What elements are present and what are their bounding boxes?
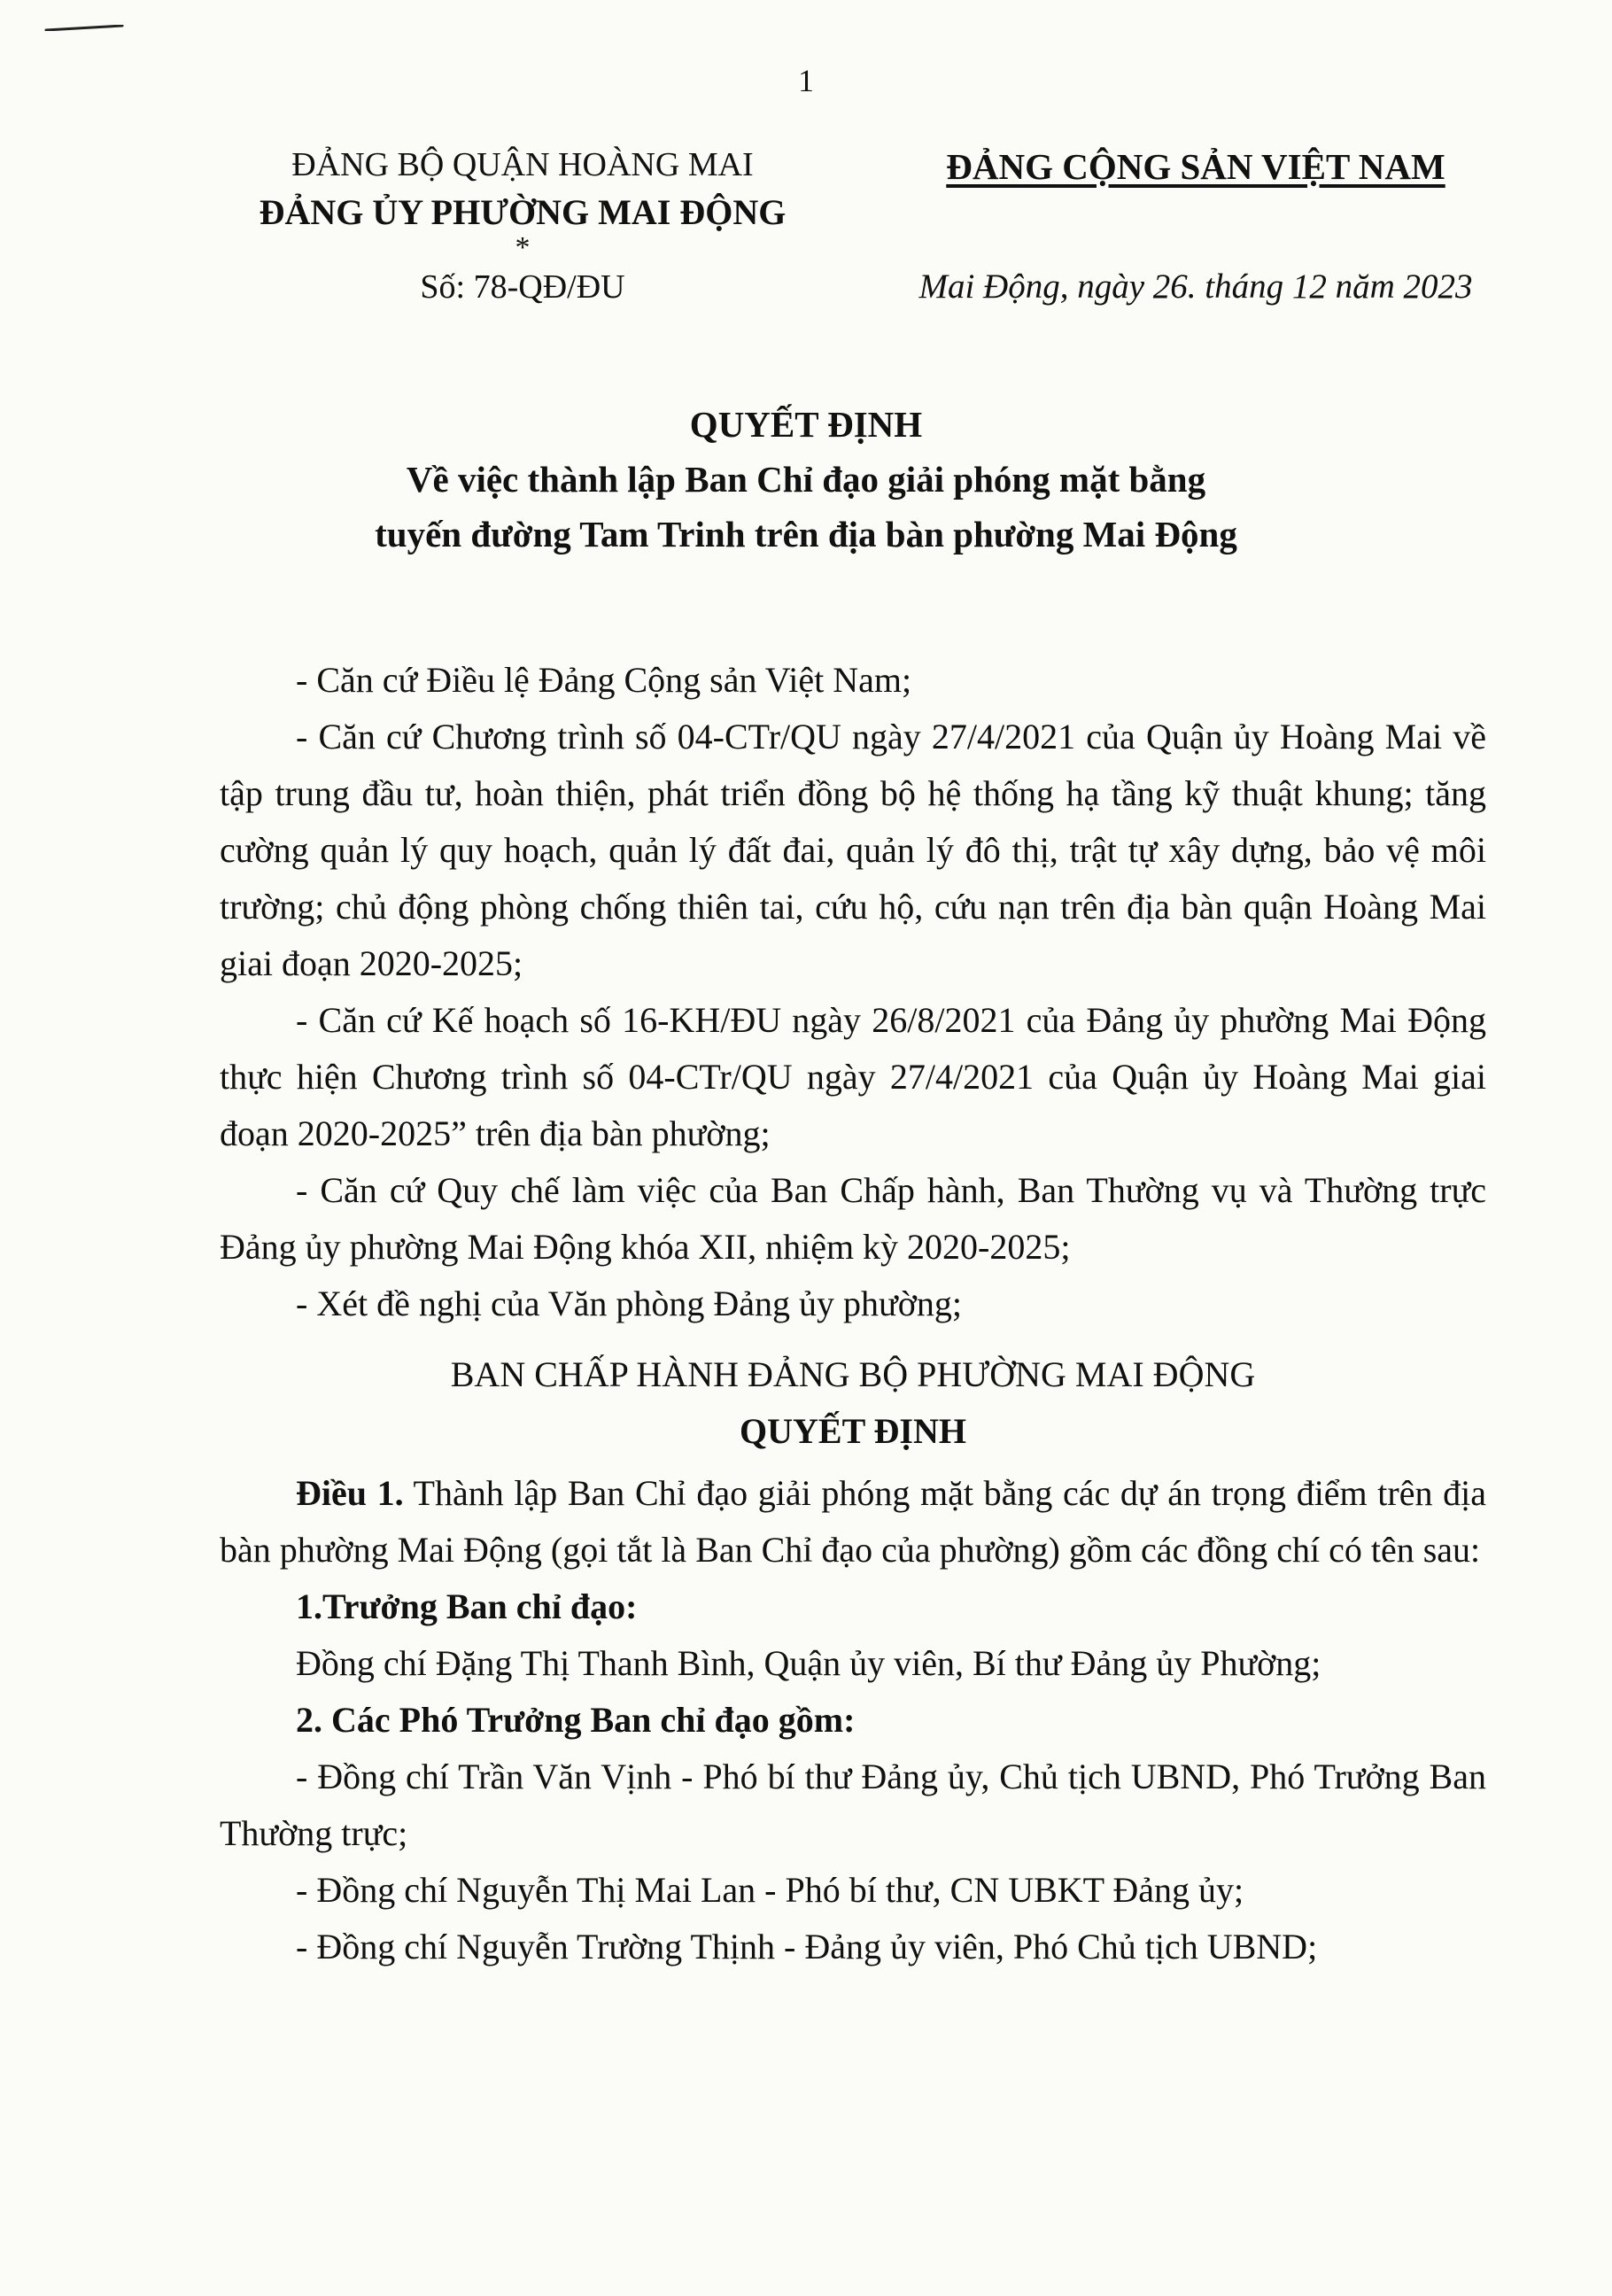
document-title: QUYẾT ĐỊNH xyxy=(689,404,923,445)
section-2-member: - Đồng chí Trần Văn Vịnh - Phó bí thư Đảng ủy, Chủ tịch UBND, Phó Trưởng Ban Thường trực; xyxy=(220,1757,1486,1853)
page-number: 1 xyxy=(798,63,814,98)
org-line-2: ĐẢNG ỦY PHƯỜNG MAI ĐỘNG xyxy=(259,192,787,232)
preamble-item: - Căn cứ Chương trình số 04-CTr/QU ngày 27/4/2021 của Quận ủy Hoàng Mai về tập trung đầu tư, hoàn thiện, phát triển đồng bộ hệ thống hạ tầng kỹ thuật khung; tăng cường quản lý quy hoạch, quản lý đất đai, quản lý đô thị, trật tự xây dựng, bảo vệ môi trường; chủ động phòng chống thiên tai, cứu hộ, cứu nạn trên địa bàn quận Hoàng Mai giai đoạn 2020-2025; xyxy=(220,717,1486,983)
header-star: * xyxy=(515,231,531,264)
authority-heading: BAN CHẤP HÀNH ĐẢNG BỘ PHƯỜNG MAI ĐỘNG xyxy=(450,1354,1256,1394)
subject-line-1: Về việc thành lập Ban Chỉ đạo giải phóng mặt bằng xyxy=(406,459,1206,500)
pen-stroke-mark xyxy=(44,25,124,31)
header-right xyxy=(895,142,1497,310)
subject-line-2: tuyến đường Tam Trinh trên địa bàn phường Mai Động xyxy=(375,514,1237,555)
preamble-item: - Căn cứ Kế hoạch số 16-KH/ĐU ngày 26/8/2021 của Đảng ủy phường Mai Động thực hiện Chương trình số 04-CTr/QU ngày 27/4/2021 của Quận ủy Hoàng Mai giai đoạn 2020-2025” trên địa bàn phường; xyxy=(220,1000,1486,1153)
article-1 xyxy=(220,1465,1486,1578)
preamble-item: - Căn cứ Điều lệ Đảng Cộng sản Việt Nam; xyxy=(296,660,912,700)
section-1-member: Đồng chí Đặng Thị Thanh Bình, Quận ủy viên, Bí thư Đảng ủy Phường; xyxy=(296,1643,1321,1683)
article-1-label: Điều 1. xyxy=(296,1473,404,1513)
section-2-member: - Đồng chí Nguyễn Trường Thịnh - Đảng ủy viên, Phó Chủ tịch UBND; xyxy=(296,1927,1318,1966)
section-2-heading: 2. Các Phó Trưởng Ban chỉ đạo gồm: xyxy=(296,1700,856,1740)
preamble-item: - Xét đề nghị của Văn phòng Đảng ủy phường; xyxy=(296,1284,962,1323)
document-body xyxy=(220,652,1486,1975)
preamble-item: - Căn cứ Quy chế làm việc của Ban Chấp hành, Ban Thường vụ và Thường trực Đảng ủy phường Mai Động khóa XII, nhiệm kỳ 2020-2025; xyxy=(220,1170,1486,1267)
date-line: Mai Động, ngày 26. tháng 12 năm 2023 xyxy=(918,268,1473,306)
org-line-1: ĐẢNG BỘ QUẬN HOÀNG MAI xyxy=(291,146,754,183)
title-block xyxy=(0,397,1612,562)
article-1-text: Thành lập Ban Chỉ đạo giải phóng mặt bằng các dự án trọng điểm trên địa bàn phường Mai Động (gọi tắt là Ban Chỉ đạo của phường) gồm các đồng chí có tên sau: xyxy=(220,1473,1486,1570)
document-number: Số: 78-QĐ/ĐU xyxy=(420,268,625,306)
section-1-heading: 1.Trưởng Ban chỉ đạo: xyxy=(296,1586,638,1626)
section-2-member: - Đồng chí Nguyễn Thị Mai Lan - Phó bí thư, CN UBKT Đảng ủy; xyxy=(296,1870,1244,1910)
party-name: ĐẢNG CỘNG SẢN VIỆT NAM xyxy=(946,146,1445,187)
header-left xyxy=(213,142,833,310)
decides-heading: QUYẾT ĐỊNH xyxy=(740,1411,966,1451)
